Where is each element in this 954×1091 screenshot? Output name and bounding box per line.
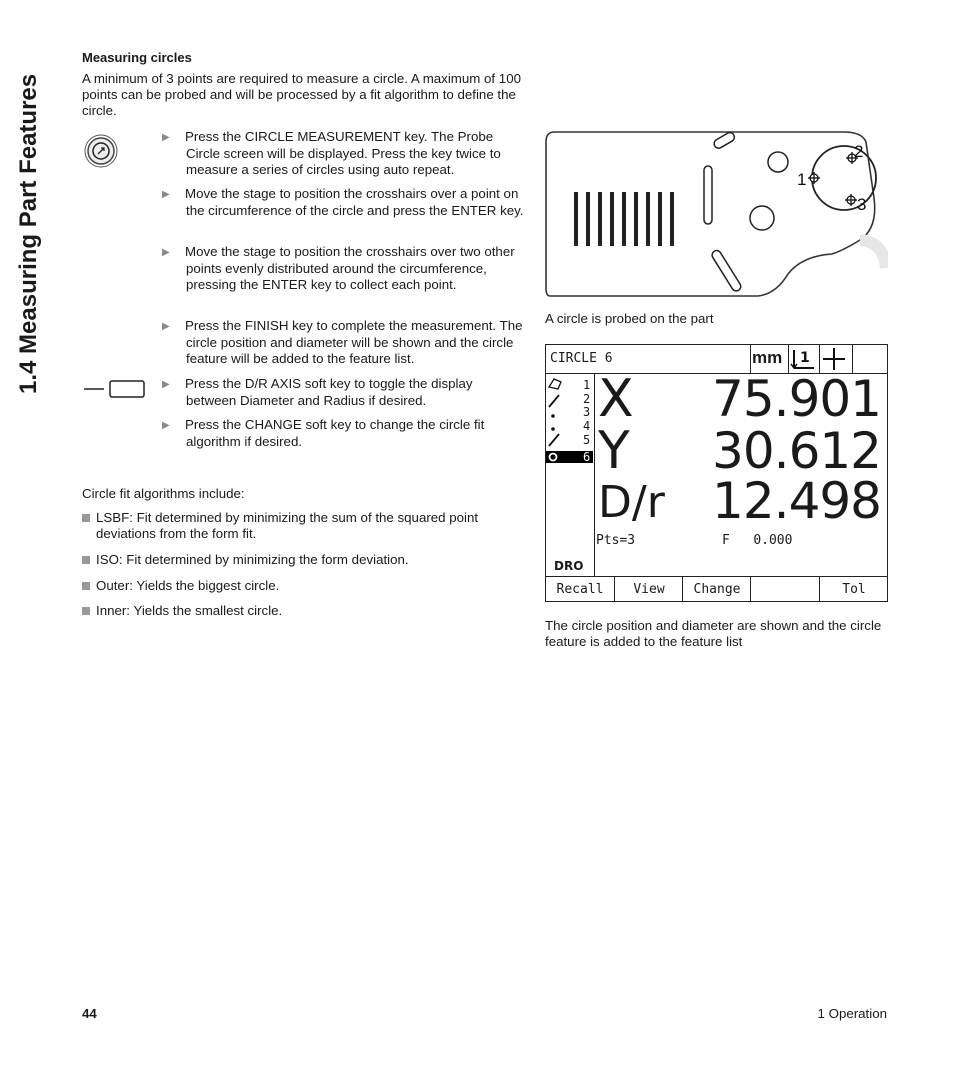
part-illustration [544,128,888,302]
step-3: ▶ Move the stage to position the crosshairs over two other points evenly distributed around the circumference, pressing the ENTER key to collect each point. [162,244,515,292]
circle-measurement-key-icon [84,134,118,168]
point-label-1: 1 [797,170,807,189]
step-6: ▶ Press the CHANGE soft key to change the circle fit algorithm if desired. [162,417,485,449]
feature-number-selected: 6 [583,450,591,464]
algorithms-intro: Circle fit algorithms include: [82,486,245,501]
feature-list [546,373,595,576]
list-item: ISO: Fit determined by minimizing the form deviation. [82,552,541,568]
dro-title: CIRCLE 6 [550,351,613,366]
point-label-3: 3 [857,195,867,214]
x-axis-label: X [598,369,634,429]
step-2: ▶ Move the stage to position the crosshairs over a point on the circumference of the circle and press the ENTER key. [162,186,524,218]
feature-number: 4 [583,419,591,433]
crosshair-icon [822,347,846,371]
tol-softkey[interactable]: Tol [819,577,888,602]
list-item: LSBF: Fit determined by minimizing the sum of the squared point deviations from the form fit. [82,510,541,542]
points-count: Pts=3 [596,533,636,548]
axis-one-icon [790,347,816,371]
step-1: ▶ Press the CIRCLE MEASUREMENT key. The Probe Circle screen will be displayed. Press the key twice to measure a series of circles using auto repeat. [162,129,501,177]
recall-softkey[interactable]: Recall [556,582,604,597]
form-readout: F 0.000 [722,533,793,548]
y-axis-label: Y [598,421,630,481]
diameter-value: 12.498 [712,472,881,530]
empty-softkey[interactable] [750,577,820,602]
divider [750,345,751,373]
softkey-bar [546,576,887,602]
dro-mode-label: DRO [554,559,584,573]
x-value: 75.901 [712,370,881,428]
divider [819,345,820,373]
list-item: Outer: Yields the biggest circle. [82,578,541,594]
y-value: 30.612 [712,422,881,480]
divider [852,345,853,373]
feature-number: 3 [583,405,591,419]
soft-key-icon [84,378,146,400]
feature-number: 1 [583,378,591,392]
page-number: 44 [82,1006,97,1021]
intro-paragraph: A minimum of 3 points are required to measure a circle. A maximum of 100 points can be probed and will be processed by a fit algorithm to define the circle. [82,71,521,118]
change-softkey[interactable]: Change [682,577,751,602]
feature-number: 5 [583,433,591,447]
figure-caption-1: A circle is probed on the part [545,311,714,326]
diameter-label: D/r [598,477,665,528]
svg-text:1: 1 [800,350,810,366]
feature-number: 2 [583,392,591,406]
dro-screen [545,344,888,602]
side-chapter-title: 1.4 Measuring Part Features [15,73,42,394]
divider [788,345,789,373]
section-heading: Measuring circles [82,50,192,65]
figure-caption-2: The circle position and diameter are shown and the circle feature is added to the feature list [545,618,882,649]
chapter-label: 1 Operation [817,1006,887,1021]
step-5: ▶ Press the D/R AXIS soft key to toggle the display between Diameter and Radius if desired. [162,376,473,408]
view-softkey[interactable]: View [614,577,683,602]
point-label-2: 2 [854,142,864,161]
list-item: Inner: Yields the smallest circle. [82,603,541,619]
unit-indicator: mm [752,348,783,367]
step-4: ▶ Press the FINISH key to complete the measurement. The circle position and diameter will be shown and the circle feature will be added to the feature list. [162,318,523,366]
